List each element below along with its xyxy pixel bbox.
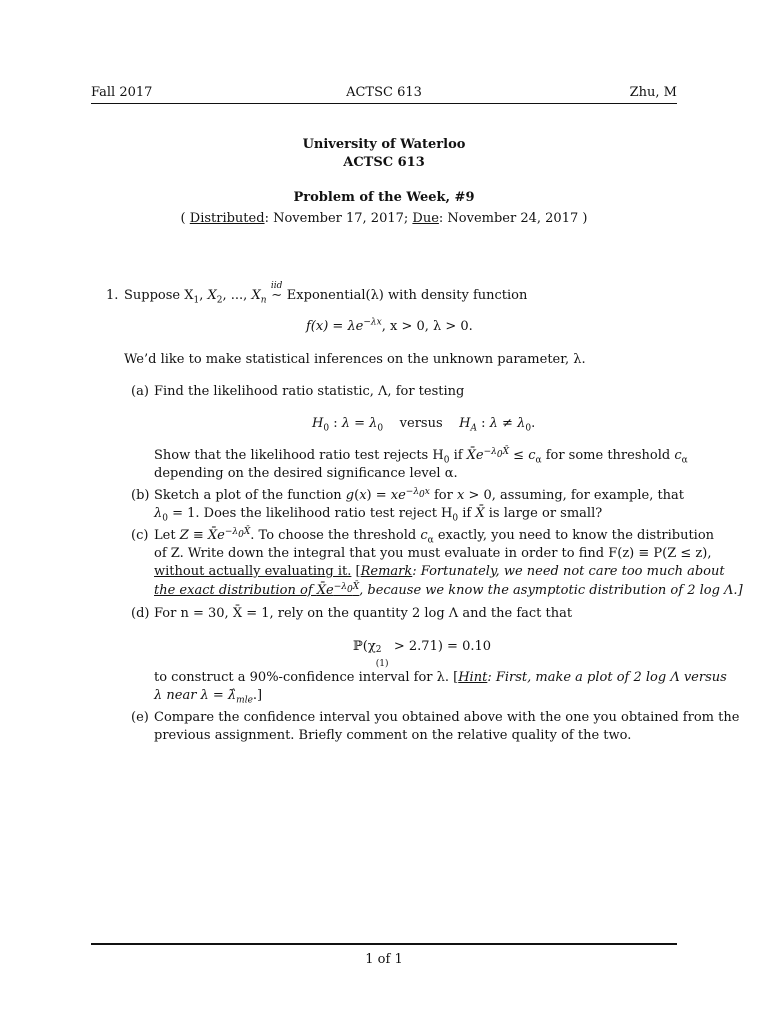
problem-title: Problem of the Week, #9 [293, 190, 475, 205]
header-rule [91, 103, 677, 104]
header-course: ACTSC 613 [346, 85, 422, 100]
hint-label: Hint [458, 670, 488, 685]
distributed-label: Distributed [189, 211, 265, 226]
dates-line: ( Distributed: November 17, 2017; Due: November 24, 2017 ) [180, 211, 588, 226]
chi-square-probability: ℙ(χ 2 (1) > 2.71) = 0.10 [353, 639, 492, 669]
course-title: ACTSC 613 [343, 155, 425, 170]
part-c-line2: of Z. Write down the integral that you must evaluate in order to find F(z) ≡ P(Z ≤ z), [154, 546, 712, 561]
question-number: 1. [106, 288, 119, 303]
part-d-line4: λ near $\lambda = \lambdâ_{mle}$.] [154, 688, 263, 706]
due-label: Due [412, 211, 439, 226]
inference-line: We’d like to make statistical inferences on the unknown parameter, λ. [124, 352, 586, 367]
header-term: Fall 2017 [91, 85, 153, 100]
part-c-label: (c) [131, 528, 149, 543]
part-a-line1: Find the likelihood ratio statistic, Λ, for testing [154, 384, 465, 399]
question-intro: Suppose $X_1$, $X_2$, ..., $X_n$ iid ∼ Exponential(λ) with density function [124, 281, 528, 306]
part-a-line3: depending on the desired significance level α. [154, 466, 458, 481]
page-header [91, 85, 677, 103]
part-d-line3: to construct a 90%-confidence interval for λ. [Hint: First, make a plot of 2 log Λ versus [154, 670, 727, 685]
part-d-line1: For n = 30, X̄ = 1, rely on the quantity 2 log Λ and the fact that [154, 606, 573, 621]
iid-symbol: iid ∼ [270, 281, 283, 303]
footer-rule [91, 943, 677, 945]
page-number: 1 of 1 [365, 952, 403, 967]
remark-label: Remark [360, 564, 413, 579]
part-c-line3: without actually evaluating it. [Remark: Fortunately, we need not care too much about [154, 564, 725, 579]
university-title: University of Waterloo [302, 137, 466, 152]
part-e-line2: previous assignment. Briefly comment on the relative quality of the two. [154, 728, 632, 743]
part-a-show-line: Show that the likelihood ratio test rejects $H_0$ if $X̄e^{-\lambda_0X̄} \le c_\alpha$ for some threshold $c_\alpha$ [154, 446, 688, 466]
density-equation: $f(x) = \lambda e^{-\lambda x}$, x > 0, λ > 0. [306, 317, 473, 334]
part-e-line1: Compare the confidence interval you obtained above with the one you obtained from the [154, 710, 740, 725]
part-b-line2: $\lambda_0 = 1$. Does the likelihood ratio test reject $H_0$ if X̄ is large or small? [154, 506, 603, 524]
part-c-line1: Let $Z \equiv X̄e^{-\lambda_0X̄}$. To choose the threshold $c_\alpha$ exactly, you need to know the distribution [154, 526, 715, 546]
part-b-label: (b) [131, 488, 150, 503]
part-c-line4: the exact distribution of $X̄e^{-\lambda_0X̄}$, because we know the asymptotic distribution of 2 log Λ.] [154, 581, 743, 598]
part-e-label: (e) [131, 710, 149, 725]
part-b-line1: Sketch a plot of the function $g(x) = xe^{-\lambda_0x}$ for x > 0, assuming, for example, that [154, 486, 685, 503]
part-d-label: (d) [131, 606, 150, 621]
header-author: Zhu, M [629, 85, 677, 100]
part-a-label: (a) [131, 384, 149, 399]
hypotheses: $H_0$ : $\lambda = \lambda_0$ versus $H_A$ : $\lambda \ne \lambda_0$. [312, 416, 536, 434]
